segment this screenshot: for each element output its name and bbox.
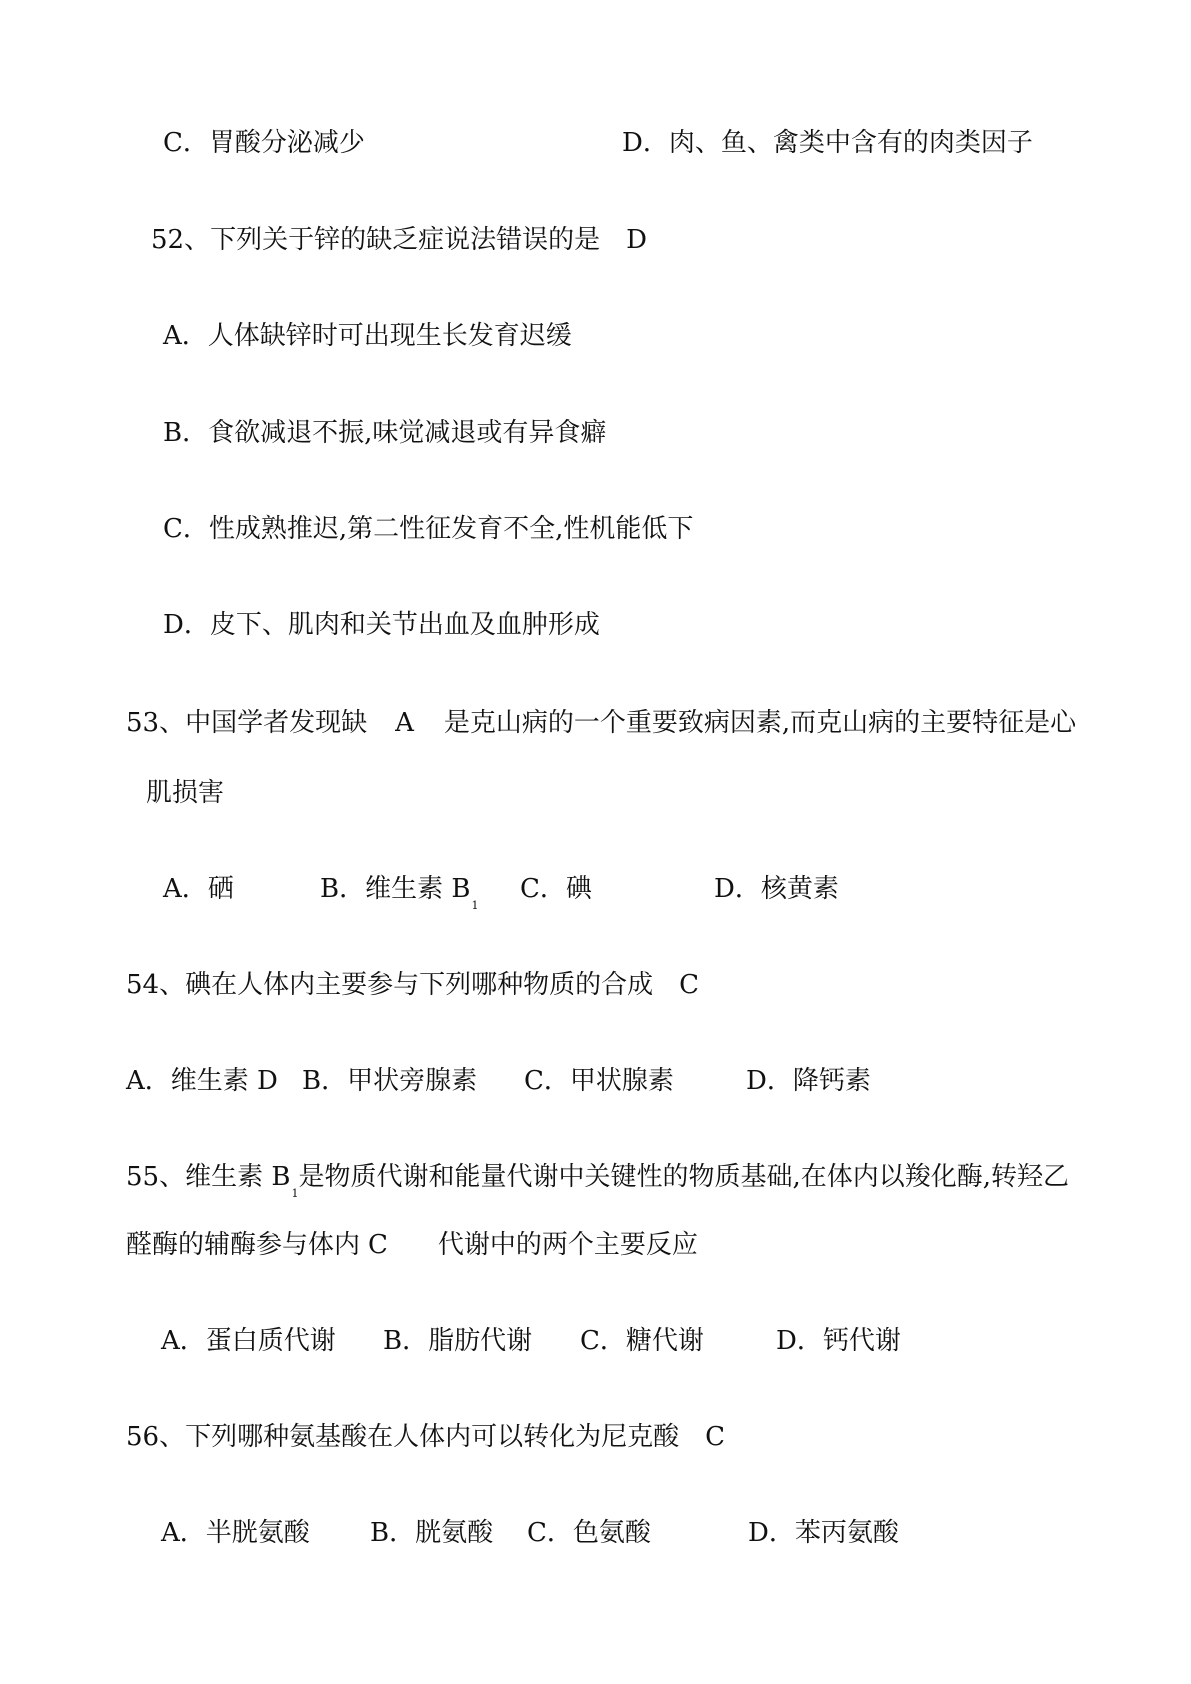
q55-stem-post: 是物质代谢和能量代谢中关键性的物质基础,在体内以羧化酶,转羟乙 [298,1162,1069,1192]
q52-option-b: B．食欲减退不振,味觉减退或有异食癖 [163,418,607,448]
q52-answer: D [626,225,647,255]
q54-option-d: D．降钙素 [746,1066,871,1096]
q53-stem-pre: 53、中国学者发现缺 [126,708,368,738]
q56-stem-text: 56、下列哪种氨基酸在人体内可以转化为尼克酸 [126,1422,680,1452]
q55-line2-post: 代谢中的两个主要反应 [437,1230,698,1260]
q55-option-b: B．脂肪代谢 [383,1326,533,1356]
q56-answer: C [705,1422,725,1452]
q52-stem [151,225,647,255]
q54-option-b: B．甲状旁腺素 [302,1066,478,1096]
q54-answer: C [679,970,699,1000]
q51-option-c: C．胃酸分泌减少 [163,128,365,158]
q55-option-a: A．蛋白质代谢 [161,1326,336,1356]
q56-option-a: A．半胱氨酸 [161,1518,310,1548]
q55-option-d: D．钙代谢 [776,1326,901,1356]
q55-stem-pre: 55、维生素 B [126,1162,291,1192]
q53-option-b-subscript: 1 [471,899,479,912]
q54-stem-text: 54、碘在人体内主要参与下列哪种物质的合成 [126,970,654,1000]
q53-stem-line2: 肌损害 [146,778,225,808]
q51-option-d: D．肉、鱼、禽类中含有的肉类因子 [622,128,1033,158]
q55-stem [126,1162,1069,1200]
q56-option-b: B．胱氨酸 [370,1518,494,1548]
q54-option-c: C．甲状腺素 [524,1066,674,1096]
q53-option-a: A．硒 [163,874,234,904]
q52-stem-text: 52、下列关于锌的缺乏症说法错误的是 [151,225,601,255]
q53-answer: A [395,708,414,738]
q53-stem-post: 是克山病的一个重要致病因素,而克山病的主要特征是心 [443,708,1077,738]
q54-option-a: A．维生素 D [126,1066,278,1096]
q56-option-c: C．色氨酸 [527,1518,651,1548]
q56-option-d: D．苯丙氨酸 [748,1518,899,1548]
q53-stem [126,708,1076,738]
q54-stem [126,970,699,1000]
q55-line2-pre: 醛酶的辅酶参与体内 [126,1230,361,1260]
q53-option-d: D．核黄素 [714,874,839,904]
q55-option-c: C．糖代谢 [580,1326,704,1356]
q55-stem-subscript: 1 [291,1187,299,1200]
q53-option-c: C．碘 [520,874,592,904]
q55-answer: C [368,1230,388,1260]
q56-stem [126,1422,725,1452]
q52-option-a: A．人体缺锌时可出现生长发育迟缓 [163,321,572,351]
q52-option-c: C．性成熟推迟,第二性征发育不全,性机能低下 [163,514,694,544]
q53-option-b [320,874,479,912]
q52-option-d: D．皮下、肌肉和关节出血及血肿形成 [163,610,600,640]
q53-option-b-text: B．维生素 B [320,874,471,904]
q55-stem-line2 [126,1230,698,1260]
